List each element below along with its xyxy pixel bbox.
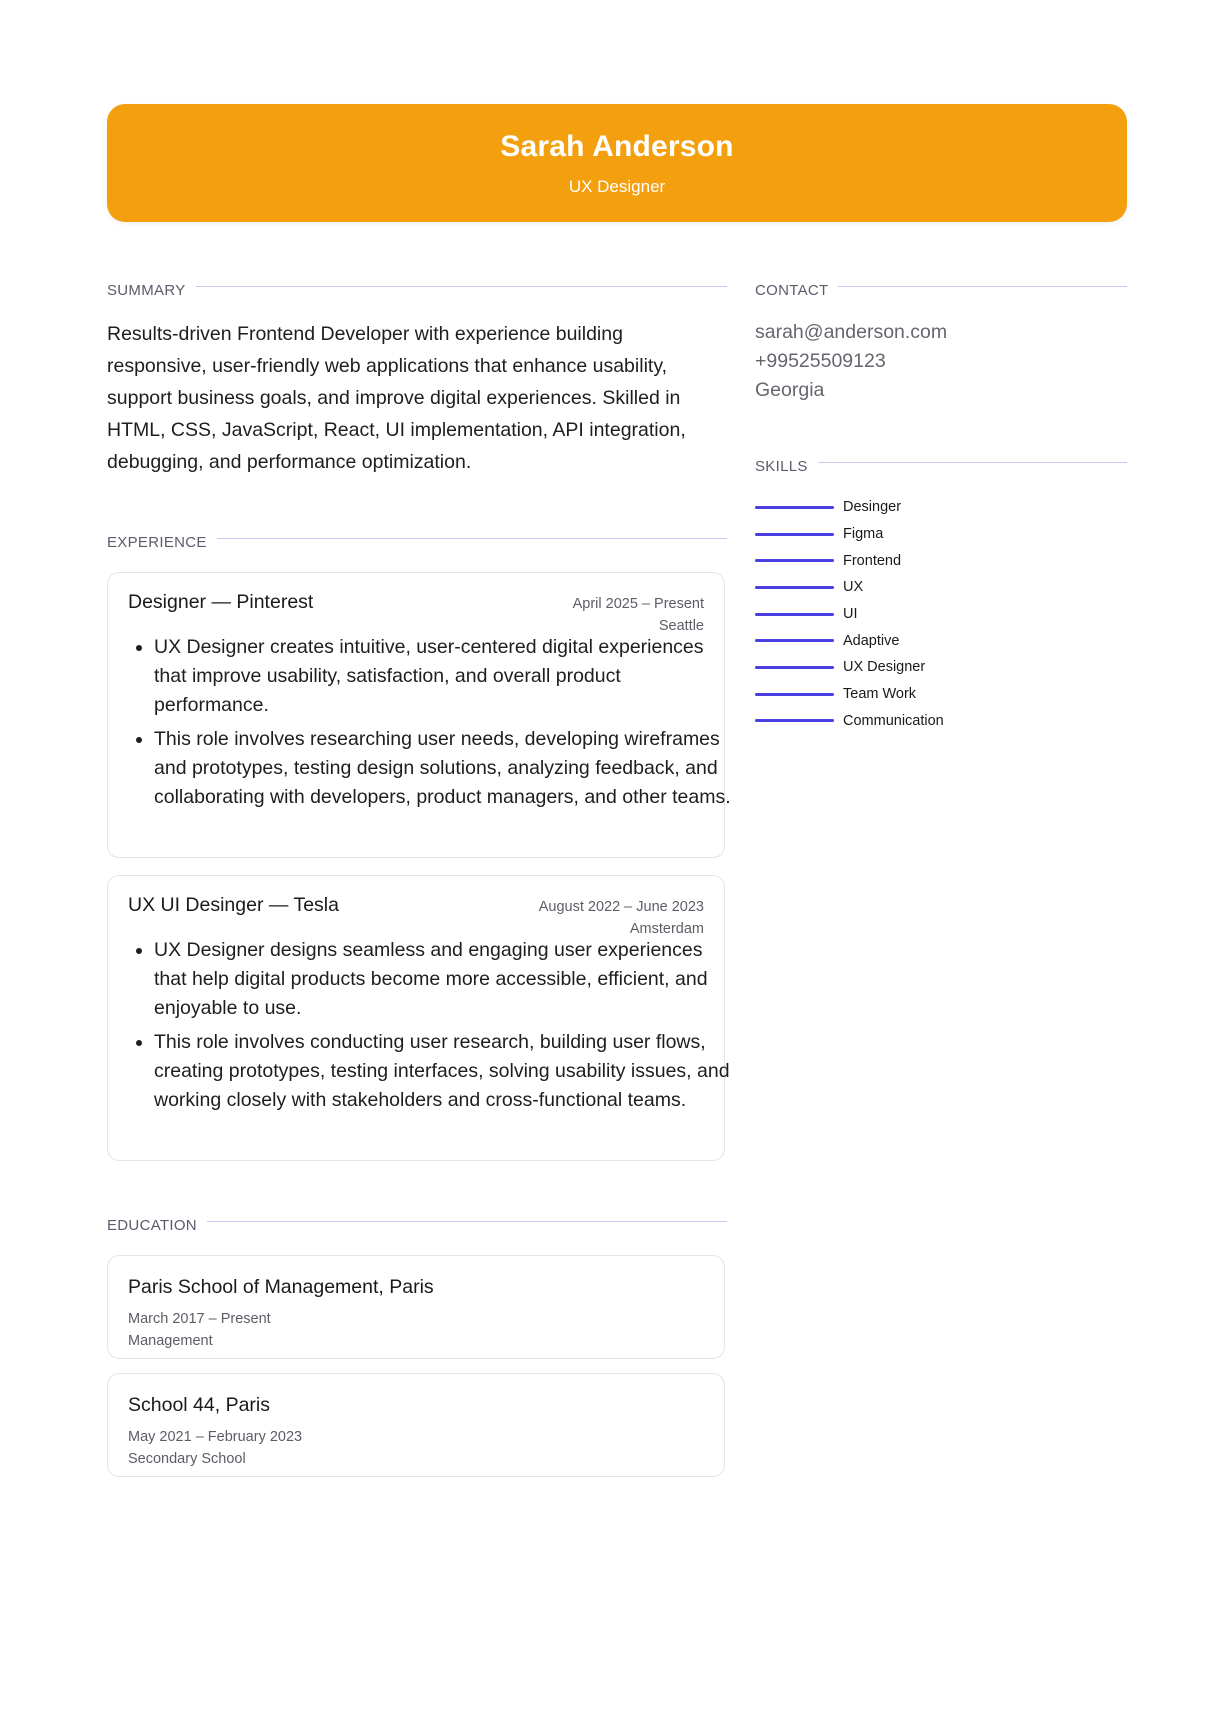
- experience-role: Designer — Pinterest: [128, 591, 314, 613]
- education-field: Management: [128, 1333, 213, 1349]
- education-dates: March 2017 – Present: [128, 1311, 271, 1327]
- experience-bullet: • UX Designer creates intuitive, user-centered digital experiences that improve usability, satisfaction, and overall product performance.: [154, 633, 734, 720]
- experience-heading: [107, 534, 727, 551]
- skill-bar: [755, 666, 834, 669]
- skill-item: [755, 547, 944, 574]
- experience-bullets: [130, 936, 734, 1120]
- contact-phone[interactable]: +99525509123: [755, 350, 886, 372]
- skill-bar: [755, 693, 834, 696]
- section-divider: [217, 538, 727, 539]
- skills-list: [755, 494, 944, 734]
- skill-bar: [755, 639, 834, 642]
- candidate-title: UX Designer: [568, 177, 666, 196]
- education-field: Secondary School: [128, 1451, 246, 1467]
- contact-location: Georgia: [755, 379, 825, 401]
- summary-text: Results-driven Frontend Developer with experience building responsive, user-friendly web applications that enhance usability, support business goals, and improve digital experiences. Skilled in HTML, CSS, JavaScript, React, UI implementation, API integration, debugging, and performance optimization.: [107, 323, 686, 473]
- education-card: [107, 1373, 725, 1477]
- skill-label: UI: [843, 606, 858, 623]
- skills-heading: [755, 458, 1127, 475]
- skill-bar: [755, 719, 834, 722]
- skill-label: UX: [843, 579, 864, 596]
- section-divider: [818, 462, 1127, 463]
- section-divider: [196, 286, 728, 287]
- candidate-name: Sarah Anderson: [500, 130, 734, 163]
- summary-heading: [107, 282, 727, 299]
- skill-bar: [755, 506, 834, 509]
- experience-heading-label: EXPERIENCE: [107, 534, 207, 551]
- experience-location: Seattle: [658, 618, 704, 634]
- education-dates: May 2021 – February 2023: [128, 1429, 303, 1445]
- skill-label: Figma: [843, 526, 884, 543]
- skill-bar: [755, 613, 834, 616]
- experience-dates: April 2025 – Present: [572, 596, 704, 612]
- skill-label: Desinger: [843, 499, 902, 516]
- skill-item: [755, 681, 944, 708]
- section-divider: [838, 286, 1127, 287]
- experience-meta: [573, 593, 704, 637]
- education-heading: [107, 1217, 727, 1234]
- experience-dates: August 2022 – June 2023: [538, 899, 704, 915]
- education-school: Paris School of Management, Paris: [128, 1276, 434, 1298]
- experience-bullet: • This role involves conducting user research, building user flows, creating prototypes, testing interfaces, solving usability issues, and working closely with stakeholders and cross-functional teams.: [154, 1028, 734, 1115]
- skill-label: UX Designer: [843, 659, 926, 676]
- summary-heading-label: SUMMARY: [107, 282, 186, 299]
- skill-item: [755, 574, 944, 601]
- experience-bullet: • UX Designer designs seamless and engaging user experiences that help digital products become more accessible, efficient, and enjoyable to use.: [154, 936, 734, 1023]
- skill-item: [755, 654, 944, 681]
- skill-item: [755, 521, 944, 548]
- skill-label: Communication: [843, 712, 944, 729]
- contact-heading-label: CONTACT: [755, 282, 829, 299]
- experience-bullet: • This role involves researching user needs, developing wireframes and prototypes, testing design solutions, analyzing feedback, and collaborating with developers, product managers, and other teams.: [154, 725, 734, 812]
- skill-bar: [755, 586, 834, 589]
- experience-card: [107, 875, 730, 1161]
- education-heading-label: EDUCATION: [107, 1217, 197, 1234]
- experience-location: Amsterdam: [629, 921, 704, 937]
- section-divider: [207, 1221, 727, 1222]
- skill-item: [755, 494, 944, 521]
- experience-meta: [539, 896, 704, 940]
- skill-bar: [755, 533, 834, 536]
- contact-email[interactable]: sarah@anderson.com: [755, 321, 948, 343]
- skill-bar: [755, 559, 834, 562]
- skill-item: [755, 627, 944, 654]
- skill-label: Team Work: [843, 686, 917, 703]
- experience-bullets: [130, 633, 734, 817]
- skills-heading-label: SKILLS: [755, 458, 808, 475]
- skill-label: Adaptive: [843, 632, 900, 649]
- experience-role: UX UI Desinger — Tesla: [128, 894, 339, 916]
- education-school: School 44, Paris: [128, 1394, 270, 1416]
- contact-heading: [755, 282, 1127, 299]
- skill-item: [755, 601, 944, 628]
- contact-details: [755, 318, 947, 405]
- resume-header: [107, 104, 1127, 222]
- skill-label: Frontend: [843, 552, 902, 569]
- education-card: [107, 1255, 725, 1359]
- experience-card: [107, 572, 731, 858]
- skill-item: [755, 708, 944, 735]
